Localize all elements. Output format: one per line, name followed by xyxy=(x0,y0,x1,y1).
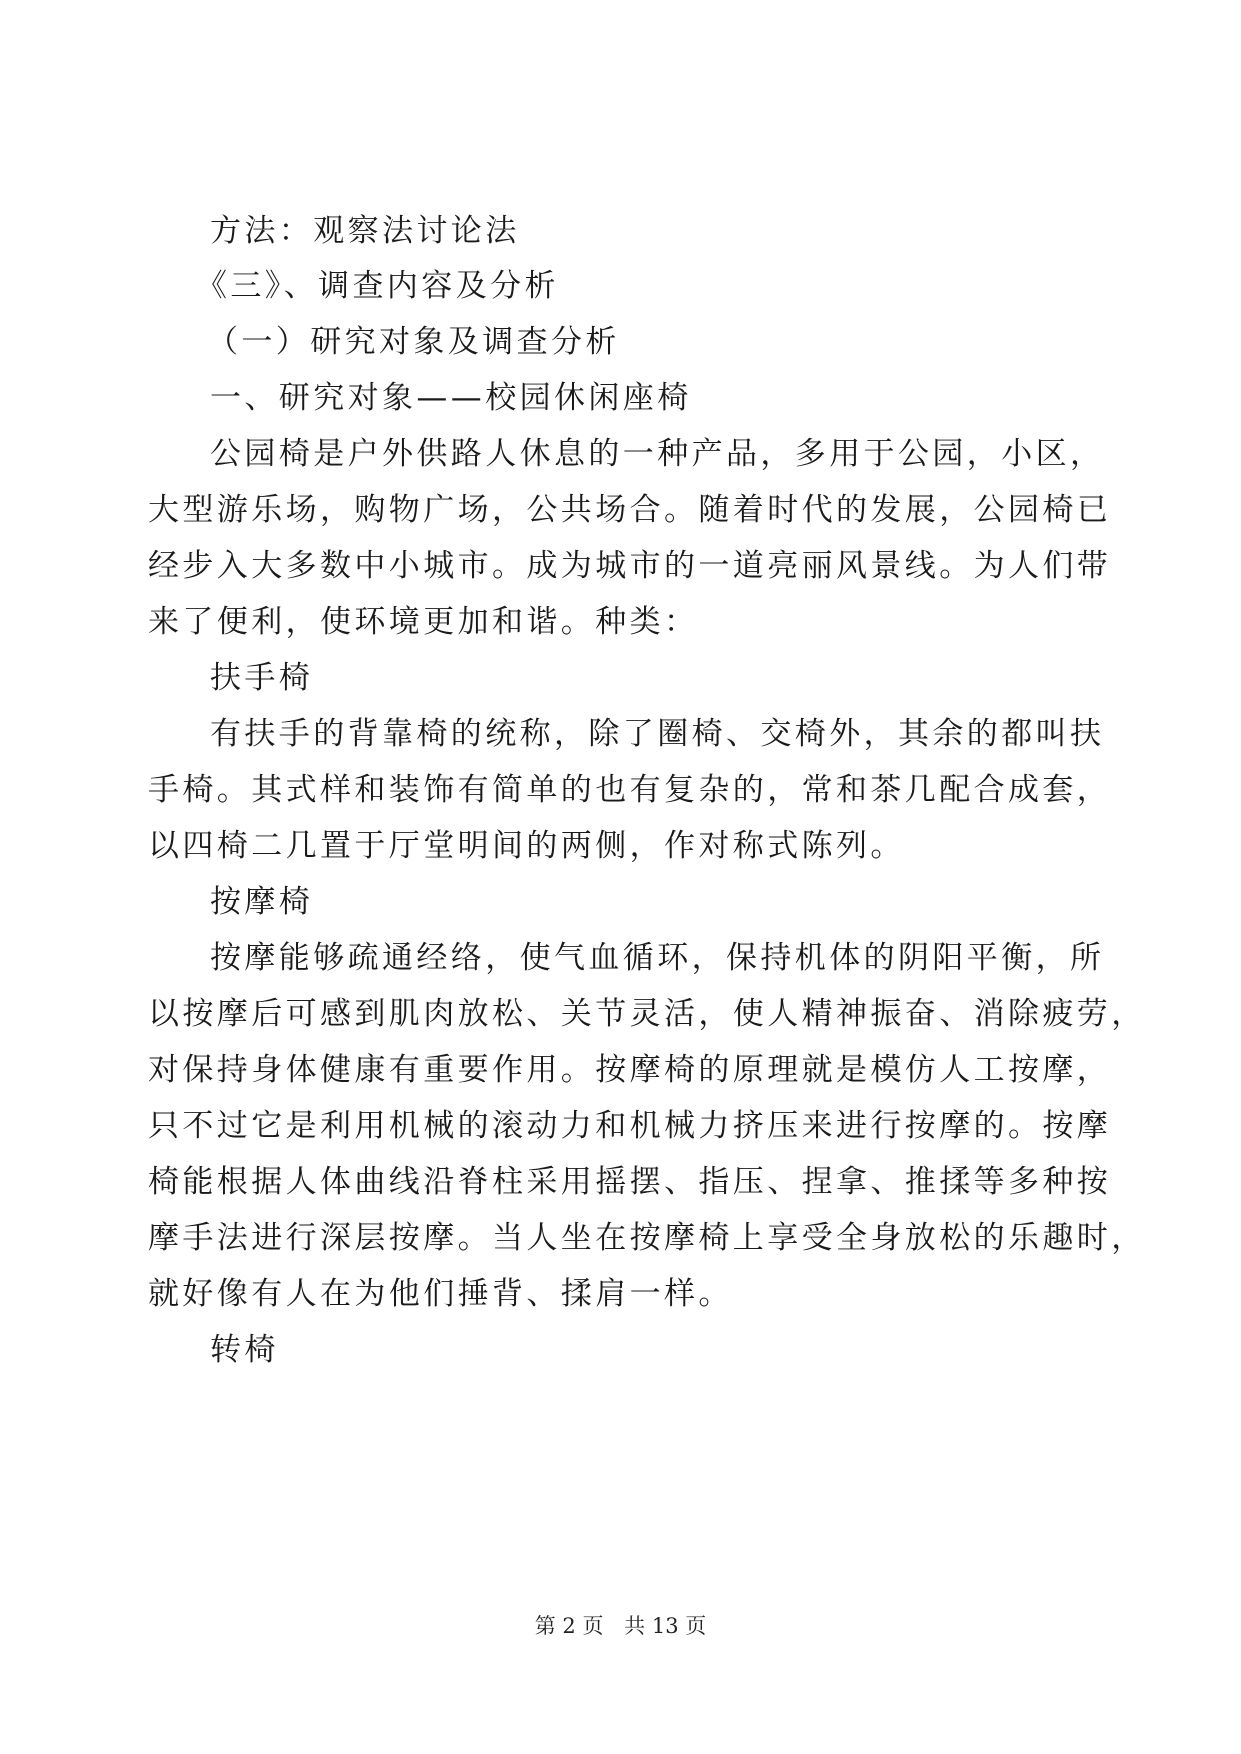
item-heading: 转椅 xyxy=(210,1332,279,1368)
paragraph-line: 手椅。其式样和装饰有简单的也有复杂的，常和茶几配合成套， xyxy=(148,772,1112,808)
paragraph-line: 公园椅是户外供路人休息的一种产品，多用于公园，小区， xyxy=(210,436,1105,472)
paragraph-line: 来了便利，使环境更加和谐。种类： xyxy=(148,604,699,640)
paragraph-line: 以四椅二几置于厅堂明间的两侧，作对称式陈列。 xyxy=(148,828,905,864)
text-line: 方法：观察法讨论法 xyxy=(210,213,520,249)
paragraph-line: 就好像有人在为他们捶背、揉肩一样。 xyxy=(148,1276,733,1312)
paragraph-line: 按摩能够疏通经络，使气血循环，保持机体的阴阳平衡，所 xyxy=(210,940,1105,976)
paragraph-line: 经步入大多数中小城市。成为城市的一道亮丽风景线。为人们带 xyxy=(148,548,1112,584)
item-heading: 按摩椅 xyxy=(210,884,314,920)
item-heading: 扶手椅 xyxy=(210,660,314,696)
section-heading: 《三》、调查内容及分析 xyxy=(196,268,559,304)
paragraph-line: 对保持身体健康有重要作用。按摩椅的原理就是模仿人工按摩， xyxy=(148,1052,1112,1088)
subsection-heading: （一）研究对象及调查分析 xyxy=(207,324,620,360)
paragraph-line: 大型游乐场，购物广场，公共场合。随着时代的发展，公园椅已 xyxy=(148,492,1112,528)
paragraph-line: 椅能根据人体曲线沿脊柱采用摇摆、指压、捏拿、推揉等多种按 xyxy=(148,1164,1112,1200)
page-footer xyxy=(0,1612,1241,1640)
subsection-heading: 一、研究对象——校园休闲座椅 xyxy=(210,380,692,416)
page-number: 第 2 页 xyxy=(534,1614,604,1638)
page-total: 共 13 页 xyxy=(624,1614,707,1638)
paragraph-line: 有扶手的背靠椅的统称，除了圈椅、交椅外，其余的都叫扶 xyxy=(210,716,1105,752)
paragraph-line: 以按摩后可感到肌肉放松、关节灵活，使人精神振奋、消除疲劳， xyxy=(148,996,1146,1032)
paragraph-line: 只不过它是利用机械的滚动力和机械力挤压来进行按摩的。按摩 xyxy=(148,1108,1112,1144)
paragraph-line: 摩手法进行深层按摩。当人坐在按摩椅上享受全身放松的乐趣时， xyxy=(148,1220,1146,1256)
